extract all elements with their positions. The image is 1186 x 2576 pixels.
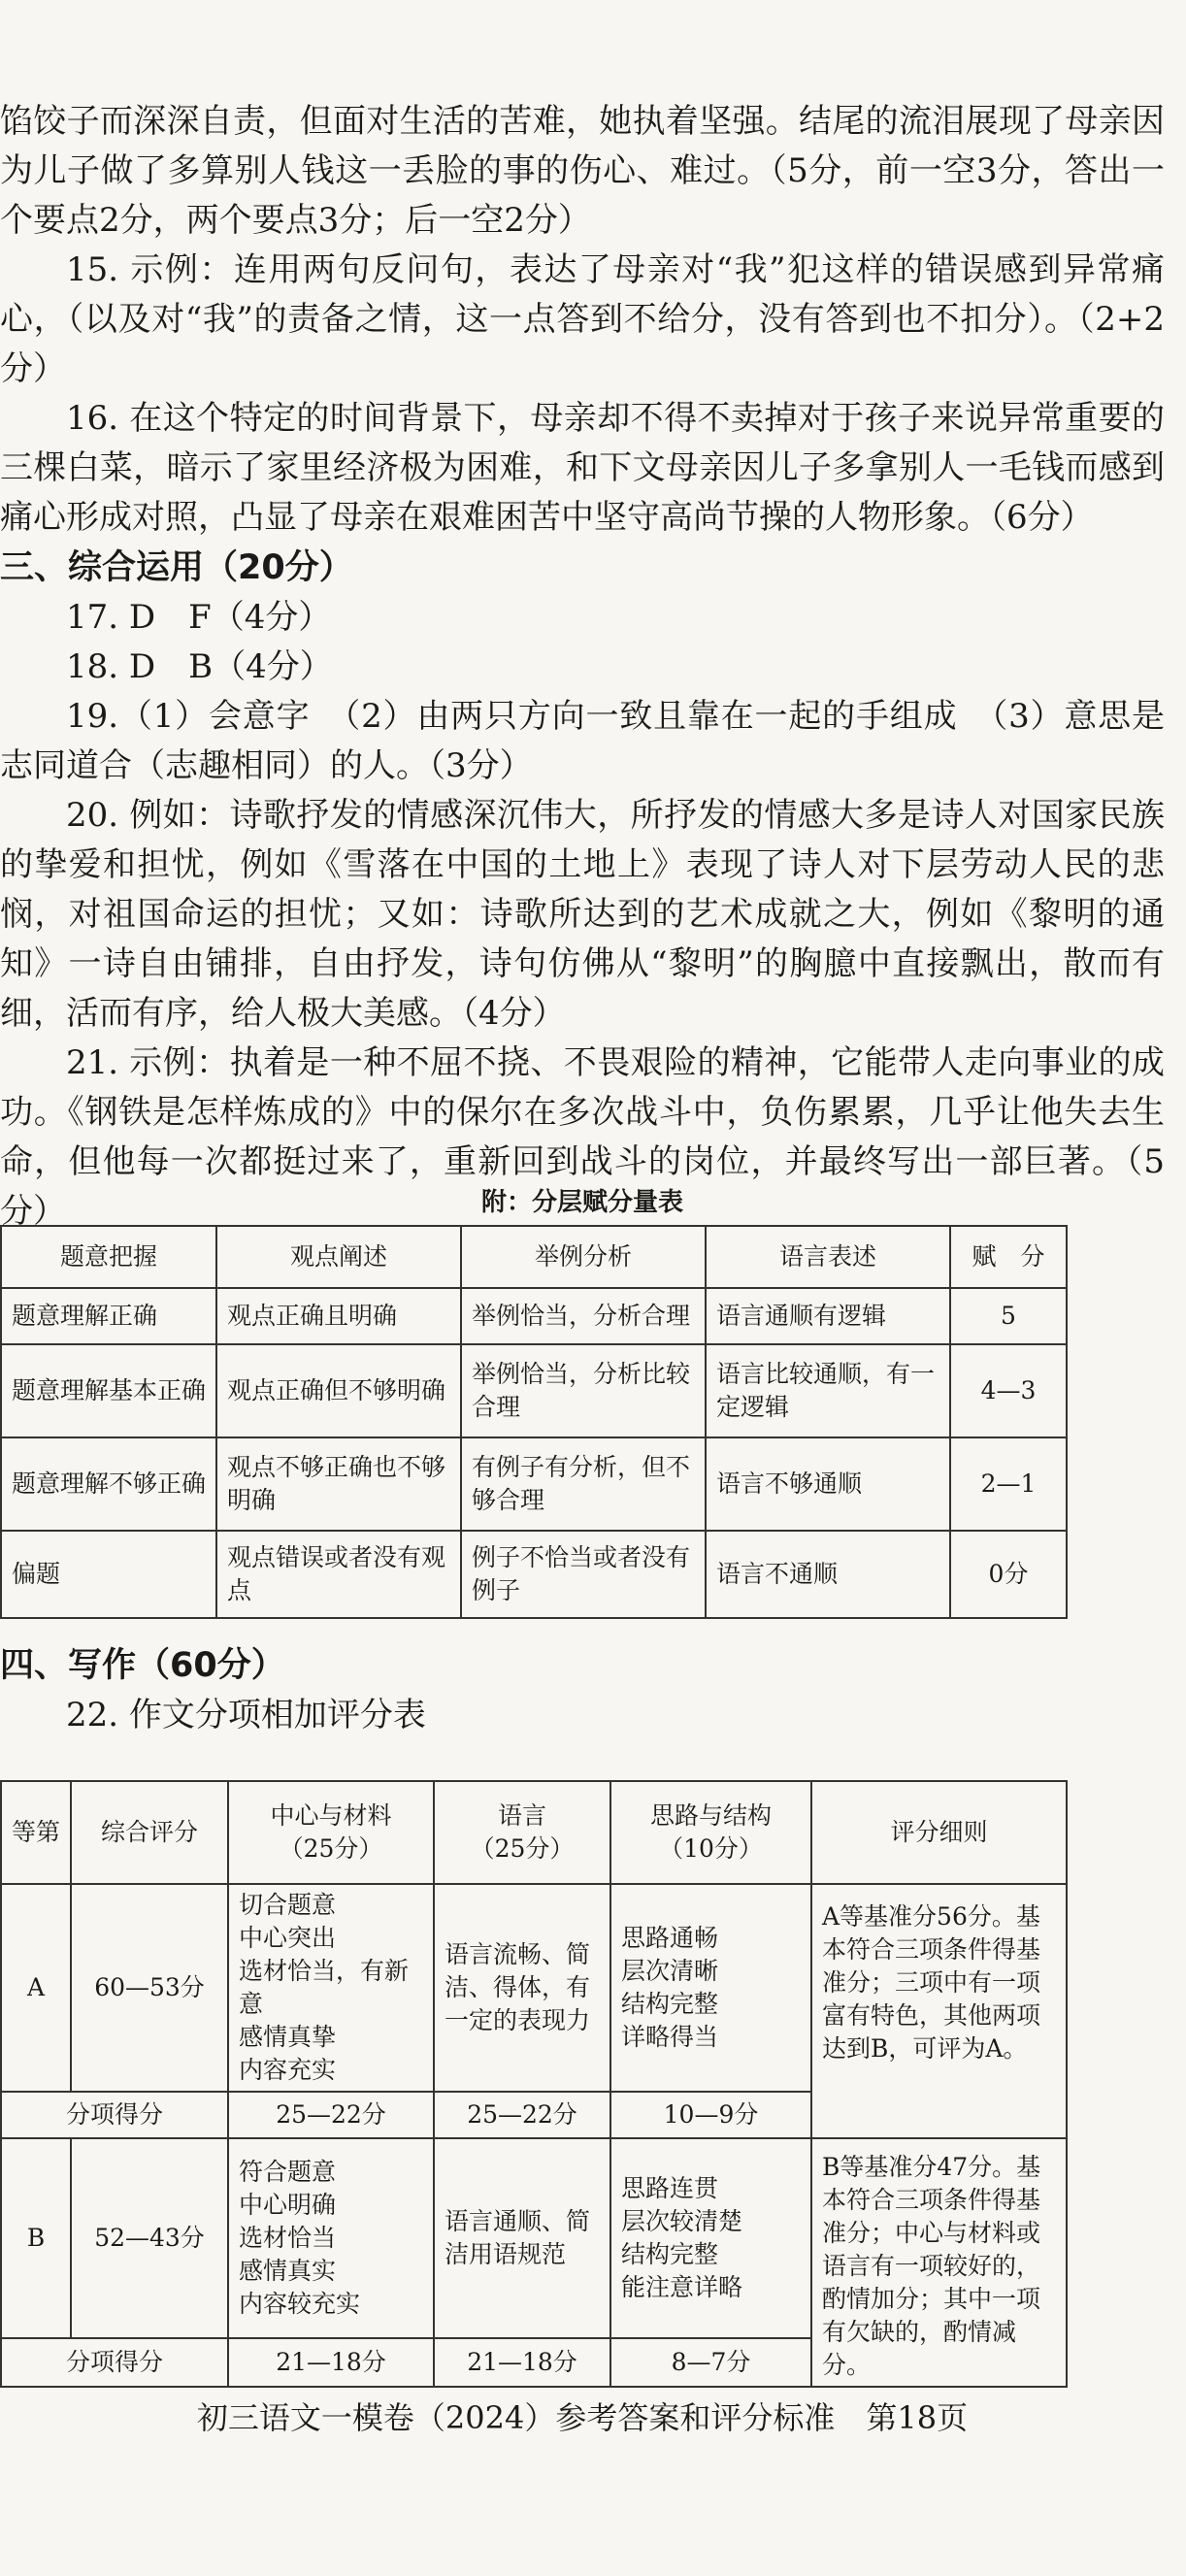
answer-15: 15. 示例：连用两句反问句，表达了母亲对“我”犯这样的错误感到异常痛心，（以及对“我”的责备之情，这一点答到不给分，没有答到也不扣分）。（2+2分） (0, 250, 1165, 388)
sub-score-cell: 25—22分 (228, 2092, 434, 2138)
sub-score-cell: 10—9分 (610, 2092, 811, 2138)
table-cell: 观点不够正确也不够明确 (216, 1437, 461, 1531)
table-cell: 举例恰当，分析合理 (461, 1288, 706, 1344)
table-cell: 语言通顺有逻辑 (706, 1288, 950, 1344)
table-cell: 观点正确但不够明确 (216, 1344, 461, 1437)
table-header: 语言 （25分） (434, 1781, 610, 1884)
table-header: 语言表述 (706, 1226, 950, 1288)
grade-cell: B (1, 2138, 71, 2338)
table-cell: 语言不够通顺 (706, 1437, 950, 1531)
score-range-cell: 60—53分 (71, 1884, 228, 2092)
sub-score-cell: 21—18分 (228, 2338, 434, 2387)
answer-16: 16. 在这个特定的时间背景下，母亲却不得不卖掉对于孩子来说异常重要的三棵白菜，暗示了家里经济极为困难，和下文母亲因儿子多拿别人一毛钱而感到痛心形成对照，凸显了母亲在艰难困苦中坚守高尚节操的人物形象。（6分） (0, 399, 1165, 537)
section-3-heading: 三、综合运用（20分） (0, 548, 353, 587)
content-criteria-cell: 符合题意 中心明确 选材恰当 感情真实 内容较充实 (228, 2138, 434, 2338)
answer-text-block-2 (0, 1640, 1165, 1740)
table-cell: 语言比较通顺，有一定逻辑 (706, 1344, 950, 1437)
page-footer: 初三语文一模卷（2024）参考答案和评分标准 第18页 (196, 2399, 969, 2436)
answer-text-block-1 (0, 97, 1165, 1237)
table-cell: 观点错误或者没有观点 (216, 1531, 461, 1618)
content-criteria-cell: 切合题意 中心突出 选材恰当，有新意 感情真挚 内容充实 (228, 1884, 434, 2092)
table-cell: 5 (950, 1288, 1067, 1344)
sub-score-label: 分项得分 (1, 2338, 228, 2387)
table-cell: 2—1 (950, 1437, 1067, 1531)
table-cell: 题意理解不够正确 (1, 1437, 216, 1531)
table-cell: 例子不恰当或者没有例子 (461, 1531, 706, 1618)
table-row (1, 1437, 1067, 1531)
essay-scoring-table (0, 1780, 1068, 2388)
sub-score-cell: 8—7分 (610, 2338, 811, 2387)
table-row (1, 1288, 1067, 1344)
table1-caption: 附：分层赋分量表 (480, 1188, 683, 1217)
table-cell: 偏题 (1, 1531, 216, 1618)
score-range-cell: 52—43分 (71, 2138, 228, 2338)
table-cell: 题意理解正确 (1, 1288, 216, 1344)
table-header: 举例分析 (461, 1226, 706, 1288)
structure-criteria-cell: 思路连贯 层次较清楚 结构完整 能注意详略 (610, 2138, 811, 2338)
table-header: 中心与材料 （25分） (228, 1781, 434, 1884)
answer-19: 19.（1）会意字 （2）由两只方向一致且靠在一起的手组成 （3）意思是志同道合（志趣相同）的人。（3分） (0, 697, 1165, 785)
table-cell: 观点正确且明确 (216, 1288, 461, 1344)
answer-18: 18. D B（4分） (66, 647, 333, 686)
table-row (1, 1344, 1067, 1437)
answer-17: 17. D F（4分） (66, 598, 332, 637)
sub-score-cell: 25—22分 (434, 2092, 610, 2138)
answer-21: 21. 示例：执着是一种不屈不挠、不畏艰险的精神，它能带人走向事业的成功。《钢铁是怎样炼成的》中的保尔在多次战斗中，负伤累累，几乎让他失去生命，但他每一次都挺过来了，重新回到战斗的岗位，并最终写出一部巨著。（5分） (0, 1043, 1165, 1231)
table-header: 综合评分 (71, 1781, 228, 1884)
table-cell: 举例恰当，分析比较合理 (461, 1344, 706, 1437)
sub-score-label: 分项得分 (1, 2092, 228, 2138)
table-header: 思路与结构 （10分） (610, 1781, 811, 1884)
table-cell: 0分 (950, 1531, 1067, 1618)
table-cell: 4—3 (950, 1344, 1067, 1437)
scoring-scale-table (0, 1225, 1068, 1619)
table-cell: 题意理解基本正确 (1, 1344, 216, 1437)
table-cell: 有例子有分析，但不够合理 (461, 1437, 706, 1531)
answer-20: 20. 例如：诗歌抒发的情感深沉伟大，所抒发的情感大多是诗人对国家民族的挚爱和担忧，例如《雪落在中国的土地上》表现了诗人对下层劳动人民的悲悯，对祖国命运的担忧；又如：诗歌所达到的艺术成就之大，例如《黎明的通知》一诗自由铺排，自由抒发，诗句仿佛从“黎明”的胸臆中直接飘出，散而有细，活而有序，给人极大美感。（4分） (0, 796, 1165, 1033)
table-header: 观点阐述 (216, 1226, 461, 1288)
table-header: 评分细则 (811, 1781, 1067, 1884)
structure-criteria-cell: 思路通畅 层次清晰 结构完整 详略得当 (610, 1884, 811, 2092)
section-4-heading: 四、写作（60分） (0, 1646, 285, 1685)
table-cell: 语言不通顺 (706, 1531, 950, 1618)
table-row (1, 1531, 1067, 1618)
paragraph-14-tail: 馅饺子而深深自责，但面对生活的苦难，她执着坚强。结尾的流泪展现了母亲因为儿子做了多算别人钱这一丢脸的事的伤心、难过。（5分，前一空3分，答出一个要点2分，两个要点3分；后一空2分） (0, 102, 1165, 240)
table-row-grade-b (1, 2138, 1067, 2338)
rule-cell: B等基准分47分。基本符合三项条件得基准分；中心与材料或语言有一项较好的，酌情加分；其中一项有欠缺的，酌情减分。 (811, 2138, 1067, 2387)
table-header: 等第 (1, 1781, 71, 1884)
table-header-row (1, 1781, 1067, 1884)
table-header: 赋 分 (950, 1226, 1067, 1288)
language-criteria-cell: 语言流畅、简洁、得体，有一定的表现力 (434, 1884, 610, 2092)
grade-cell: A (1, 1884, 71, 2092)
table-row-grade-a (1, 1884, 1067, 2092)
table-header-row (1, 1226, 1067, 1288)
answer-22-title: 22. 作文分项相加评分表 (66, 1696, 426, 1734)
language-criteria-cell: 语言通顺、简洁用语规范 (434, 2138, 610, 2338)
table-header: 题意把握 (1, 1226, 216, 1288)
rule-cell: A等基准分56分。基本符合三项条件得基准分；三项中有一项富有特色，其他两项达到B，可评为A。 (811, 1884, 1067, 2138)
sub-score-cell: 21—18分 (434, 2338, 610, 2387)
